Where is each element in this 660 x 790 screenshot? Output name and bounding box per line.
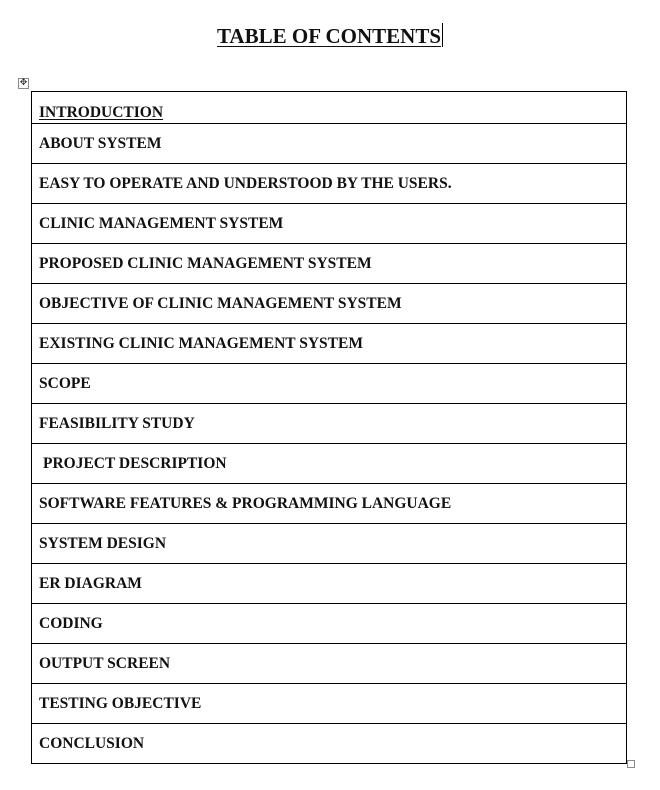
table-row	[32, 684, 627, 724]
text-cursor	[442, 23, 443, 47]
table-row	[32, 404, 627, 444]
toc-entry-coding[interactable]: CODING	[32, 604, 627, 644]
toc-entry-testing-objective[interactable]: TESTING OBJECTIVE	[32, 684, 627, 724]
toc-entry-project-description[interactable]: PROJECT DESCRIPTION	[32, 444, 627, 484]
table-row	[32, 564, 627, 604]
toc-entry-clinic-management-system[interactable]: CLINIC MANAGEMENT SYSTEM	[32, 204, 627, 244]
toc-entry-output-screen[interactable]: OUTPUT SCREEN	[32, 644, 627, 684]
table-row	[32, 364, 627, 404]
table-row	[32, 92, 627, 124]
toc-entry-proposed-system[interactable]: PROPOSED CLINIC MANAGEMENT SYSTEM	[32, 244, 627, 284]
table-row	[32, 724, 627, 764]
toc-entry-conclusion[interactable]: CONCLUSION	[32, 724, 627, 764]
toc-entry-introduction[interactable]	[32, 92, 627, 124]
table-row	[32, 284, 627, 324]
page-title	[0, 23, 660, 49]
table-row	[32, 124, 627, 164]
toc-entry-system-design[interactable]: SYSTEM DESIGN	[32, 524, 627, 564]
table-row	[32, 604, 627, 644]
table-resize-handle-icon[interactable]	[627, 760, 635, 768]
toc-entry-scope[interactable]: SCOPE	[32, 364, 627, 404]
title-text[interactable]: TABLE OF CONTENTS	[216, 24, 442, 48]
table-row	[32, 484, 627, 524]
table-row	[32, 524, 627, 564]
toc-entry-feasibility-study[interactable]: FEASIBILITY STUDY	[32, 404, 627, 444]
toc-entry-easy-to-operate[interactable]: EASY TO OPERATE AND UNDERSTOOD BY THE USERS.	[32, 164, 627, 204]
table-row	[32, 324, 627, 364]
table-row	[32, 244, 627, 284]
table-row	[32, 204, 627, 244]
table-row	[32, 644, 627, 684]
toc-entry-er-diagram[interactable]: ER DIAGRAM	[32, 564, 627, 604]
toc-table	[31, 91, 627, 764]
toc-entry-about-system[interactable]: ABOUT SYSTEM	[32, 124, 627, 164]
toc-entry-label: INTRODUCTION	[39, 104, 164, 121]
table-row	[32, 444, 627, 484]
table-move-handle-icon[interactable]: ✥	[19, 78, 28, 88]
table-row	[32, 164, 627, 204]
toc-entry-software-features[interactable]: SOFTWARE FEATURES & PROGRAMMING LANGUAGE	[32, 484, 627, 524]
toc-entry-existing-system[interactable]: EXISTING CLINIC MANAGEMENT SYSTEM	[32, 324, 627, 364]
toc-entry-objective[interactable]: OBJECTIVE OF CLINIC MANAGEMENT SYSTEM	[32, 284, 627, 324]
